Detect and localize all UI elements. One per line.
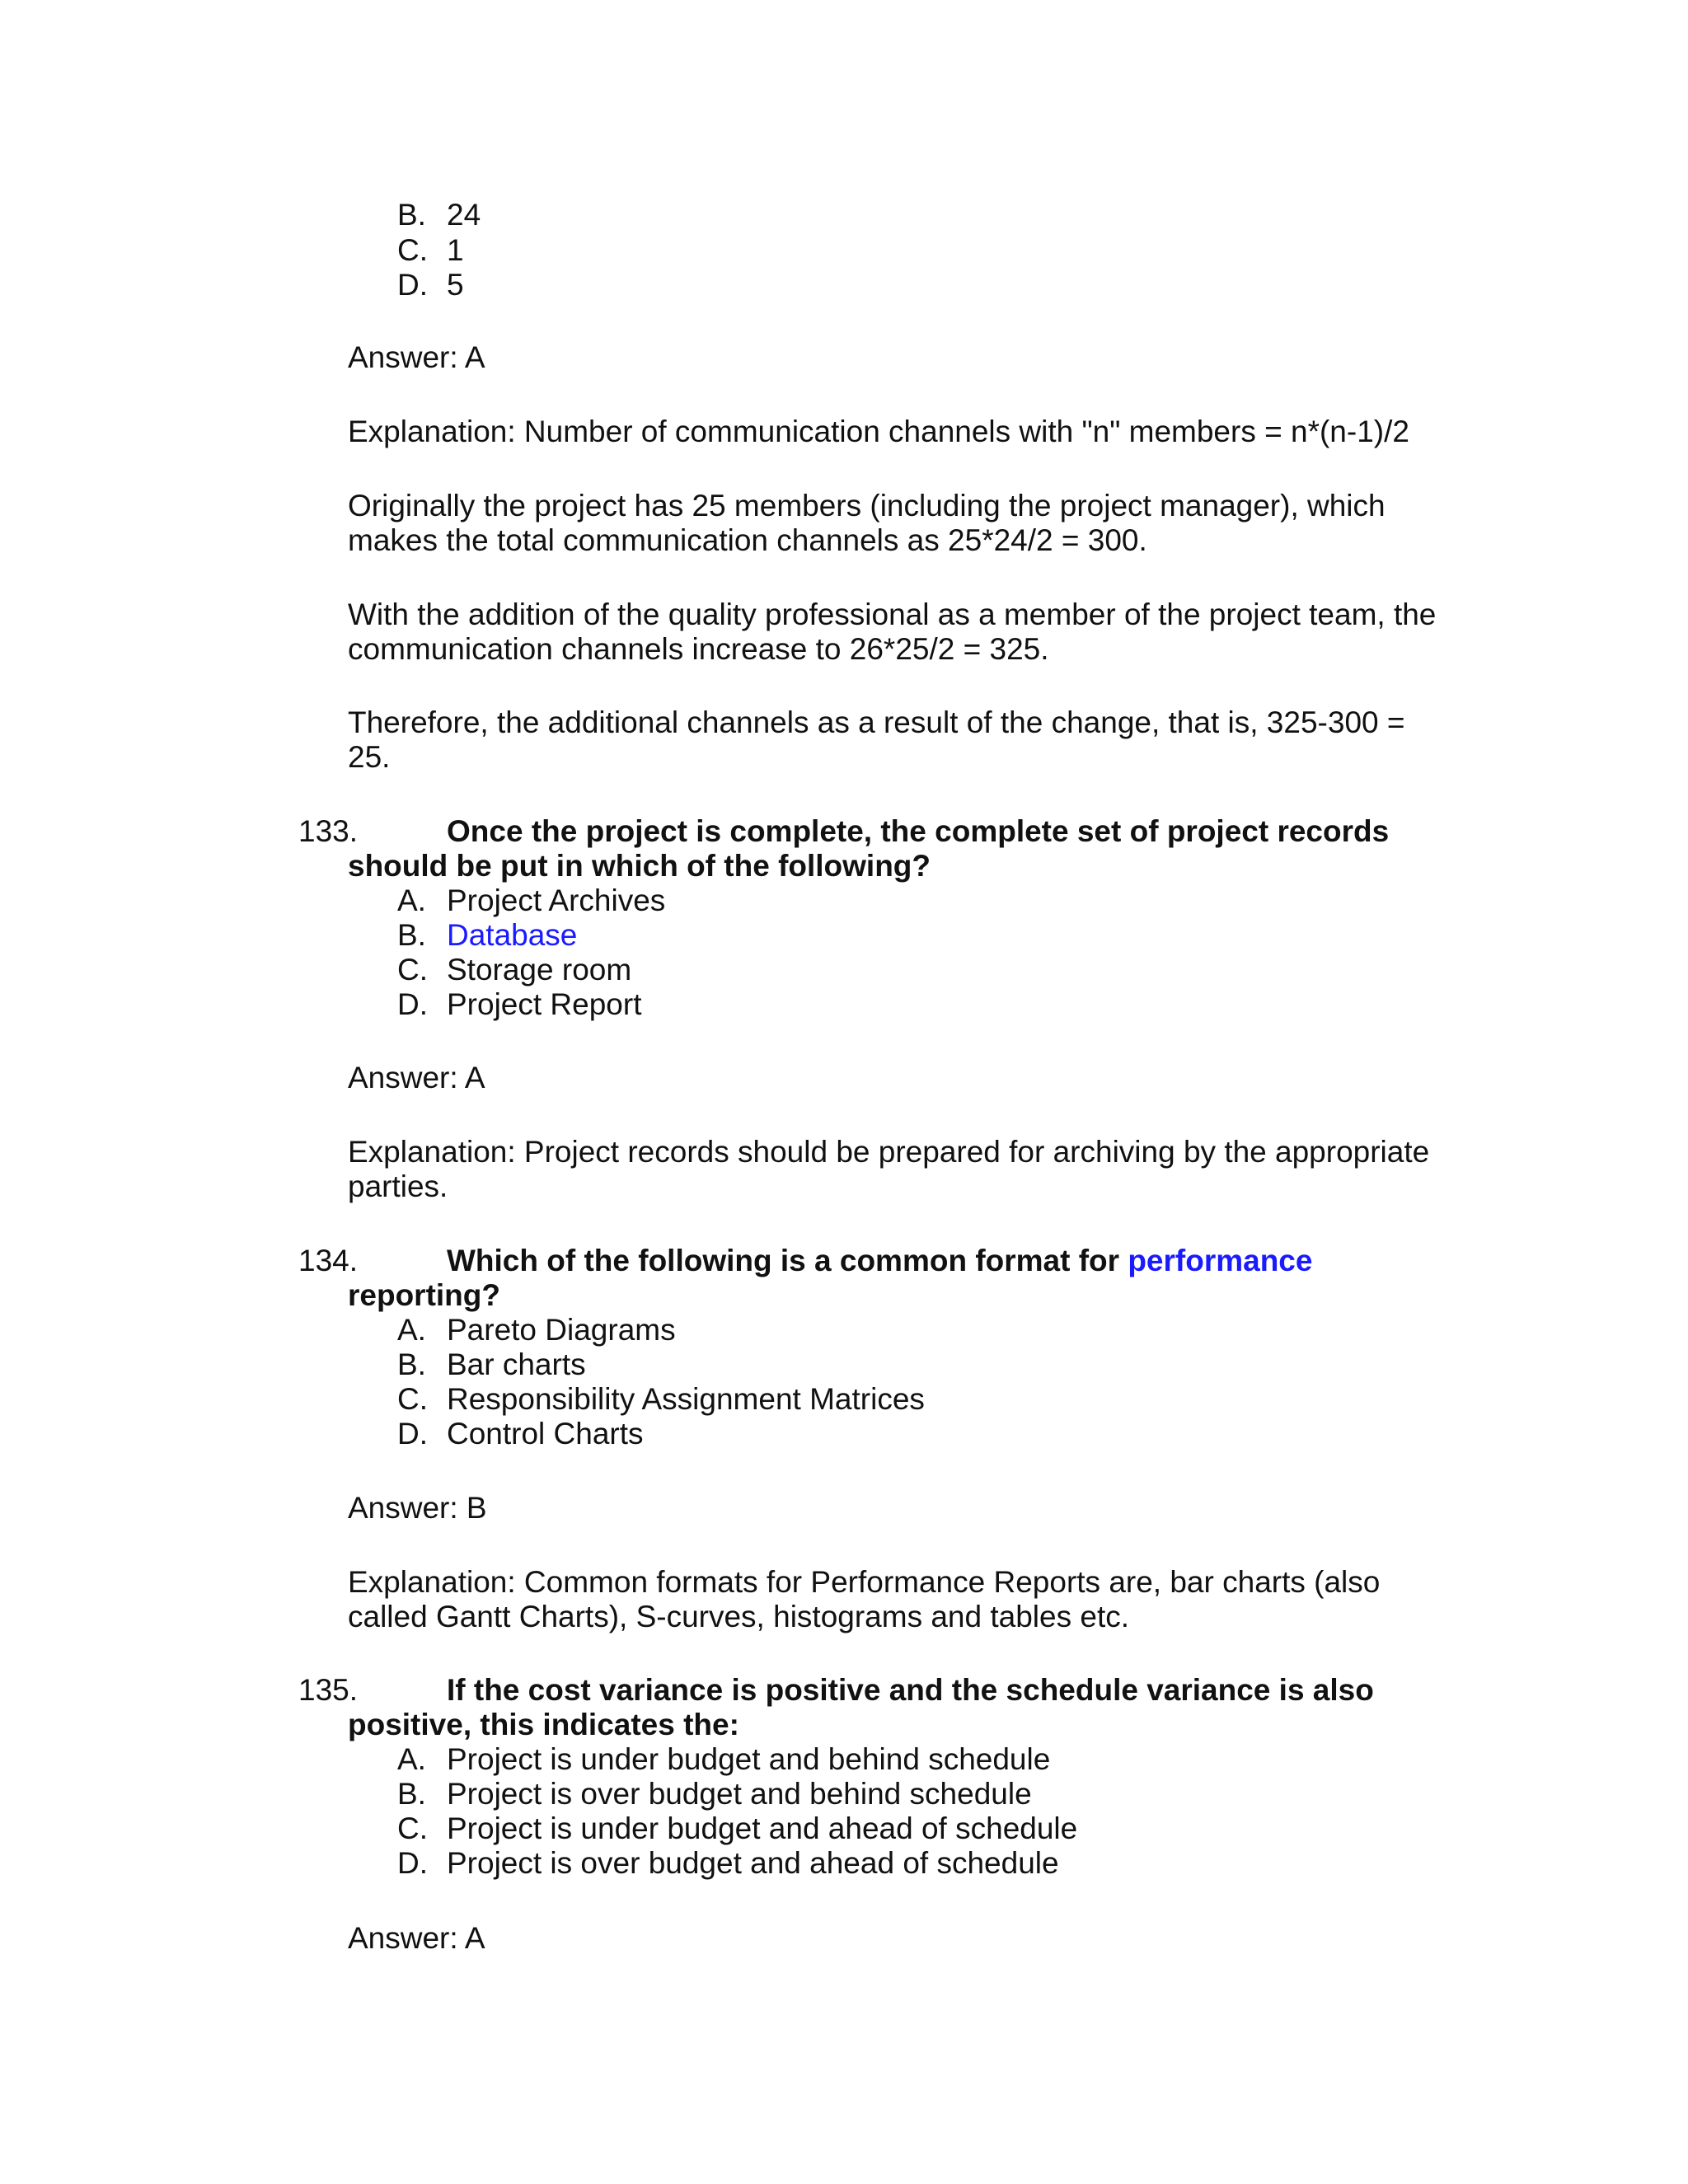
- answer-line: Answer: A: [348, 1921, 485, 1955]
- explanation-line: Explanation: Common formats for Performance Reports are, bar charts (also: [348, 1565, 1381, 1599]
- option-text: Bar charts: [447, 1347, 586, 1381]
- option-text: Storage room: [447, 953, 632, 987]
- option-letter: C.: [397, 953, 428, 987]
- question-text: [447, 1244, 1312, 1278]
- paragraph-line: 25.: [348, 740, 391, 774]
- option-text: 1: [447, 233, 464, 267]
- paragraph-line: makes the total communication channels as 25*24/2 = 300.: [348, 523, 1147, 557]
- answer-line: Answer: B: [348, 1491, 487, 1525]
- question-number: 134.: [298, 1244, 359, 1277]
- performance-link[interactable]: performance: [1128, 1244, 1313, 1277]
- option-letter: B.: [397, 1347, 426, 1381]
- option-text: Responsibility Assignment Matrices: [447, 1382, 925, 1416]
- database-link[interactable]: Database: [447, 918, 578, 952]
- question-text: positive, this indicates the:: [348, 1708, 739, 1741]
- option-text: Control Charts: [447, 1417, 644, 1451]
- paragraph-line: communication channels increase to 26*25/2 = 325.: [348, 632, 1049, 666]
- option-letter: B.: [397, 1777, 426, 1811]
- option-text: Pareto Diagrams: [447, 1313, 676, 1347]
- option-text: 5: [447, 268, 464, 302]
- question-text: Once the project is complete, the complete set of project records: [447, 814, 1390, 848]
- answer-line: Answer: A: [348, 340, 485, 374]
- explanation-line: called Gantt Charts), S-curves, histograms and tables etc.: [348, 1600, 1130, 1633]
- paragraph-line: Originally the project has 25 members (including the project manager), which: [348, 489, 1386, 523]
- option-letter: A.: [397, 1313, 426, 1347]
- option-letter: C.: [397, 1382, 428, 1416]
- option-letter: A.: [397, 883, 426, 917]
- option-letter: D.: [397, 268, 428, 302]
- option-text: Project is over budget and behind schedule: [447, 1777, 1032, 1811]
- option-text: Project Archives: [447, 883, 666, 917]
- option-letter: B.: [397, 918, 426, 952]
- question-text: should be put in which of the following?: [348, 849, 931, 883]
- option-text: Project is under budget and ahead of schedule: [447, 1811, 1078, 1845]
- option-text: Project is over budget and ahead of schedule: [447, 1846, 1059, 1880]
- option-letter: D.: [397, 1417, 428, 1451]
- question-text: reporting?: [348, 1278, 500, 1312]
- paragraph-line: Therefore, the additional channels as a result of the change, that is, 325-300 =: [348, 705, 1405, 739]
- option-text: Project is under budget and behind schedule: [447, 1742, 1051, 1776]
- question-text: If the cost variance is positive and the schedule variance is also: [447, 1673, 1374, 1707]
- answer-line: Answer: A: [348, 1061, 485, 1094]
- explanation-line: Explanation: Project records should be prepared for archiving by the appropriate: [348, 1135, 1430, 1169]
- explanation-line: Explanation: Number of communication channels with "n" members = n*(n-1)/2: [348, 415, 1409, 448]
- question-number: 135.: [298, 1673, 359, 1707]
- option-text: Project Report: [447, 987, 642, 1021]
- option-letter: C.: [397, 1811, 428, 1845]
- option-letter: A.: [397, 1742, 426, 1776]
- option-text: 24: [447, 198, 481, 232]
- paragraph-line: With the addition of the quality professional as a member of the project team, the: [348, 598, 1437, 631]
- option-letter: D.: [397, 987, 428, 1021]
- option-letter: B.: [397, 198, 426, 232]
- explanation-line: parties.: [348, 1169, 448, 1203]
- option-letter: C.: [397, 233, 428, 267]
- question-number: 133.: [298, 814, 359, 848]
- question-text-part: Which of the following is a common format for: [447, 1244, 1128, 1277]
- option-letter: D.: [397, 1846, 428, 1880]
